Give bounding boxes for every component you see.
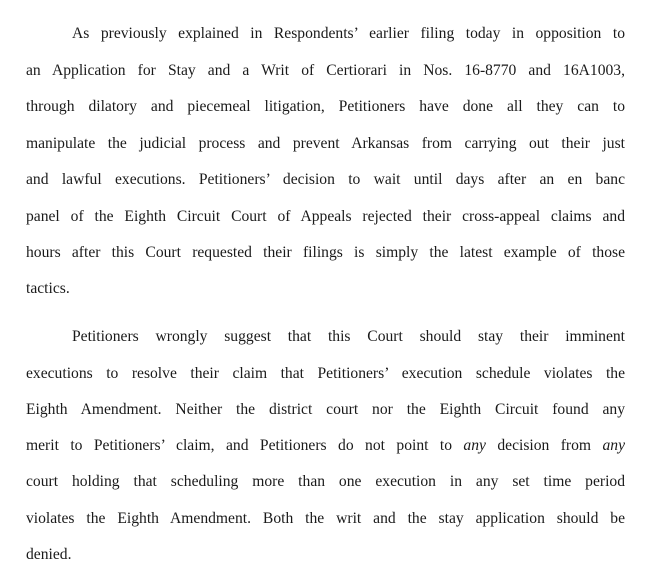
paragraph-1-line-5: and lawful executions. Petitioners’ decision to wait until days after an en banc	[26, 171, 625, 188]
paragraph-1-line-8: tactics.	[26, 280, 70, 297]
paragraph-2-line-1: Petitioners wrongly suggest that this Court should stay their imminent	[72, 328, 625, 345]
paragraph-2-line-5: court holding that scheduling more than one execution in any set time period	[26, 473, 625, 490]
line-4-text-start: merit to Petitioners’ claim, and Petitioners do not point to	[26, 437, 464, 454]
paragraph-1-line-3: through dilatory and piecemeal litigation, Petitioners have done all they can to	[26, 98, 625, 115]
paragraph-2-line-4	[26, 436, 625, 456]
paragraph-1-line-4: manipulate the judicial process and prevent Arkansas from carrying out their just	[26, 135, 625, 152]
paragraph-1-line-2: an Application for Stay and a Writ of Certiorari in Nos. 16-8770 and 16A1003,	[26, 62, 625, 79]
paragraph-1-line-6: panel of the Eighth Circuit Court of Appeals rejected their cross-appeal claims and	[26, 208, 625, 225]
emphasis-any-2: any	[602, 437, 625, 454]
emphasis-any-1: any	[463, 437, 486, 454]
paragraph-2-line-6: violates the Eighth Amendment. Both the writ and the stay application should be	[26, 510, 625, 527]
paragraph-2-line-7: denied.	[26, 546, 72, 563]
paragraph-1-line-7: hours after this Court requested their filings is simply the latest example of those	[26, 244, 625, 261]
paragraph-2-line-2: executions to resolve their claim that Petitioners’ execution schedule violates the	[26, 365, 625, 382]
paragraph-1-line-1: As previously explained in Respondents’ earlier filing today in opposition to	[72, 25, 625, 42]
paragraph-2-line-3: Eighth Amendment. Neither the district court nor the Eighth Circuit found any	[26, 401, 625, 418]
line-4-text-middle: decision from	[485, 437, 603, 454]
